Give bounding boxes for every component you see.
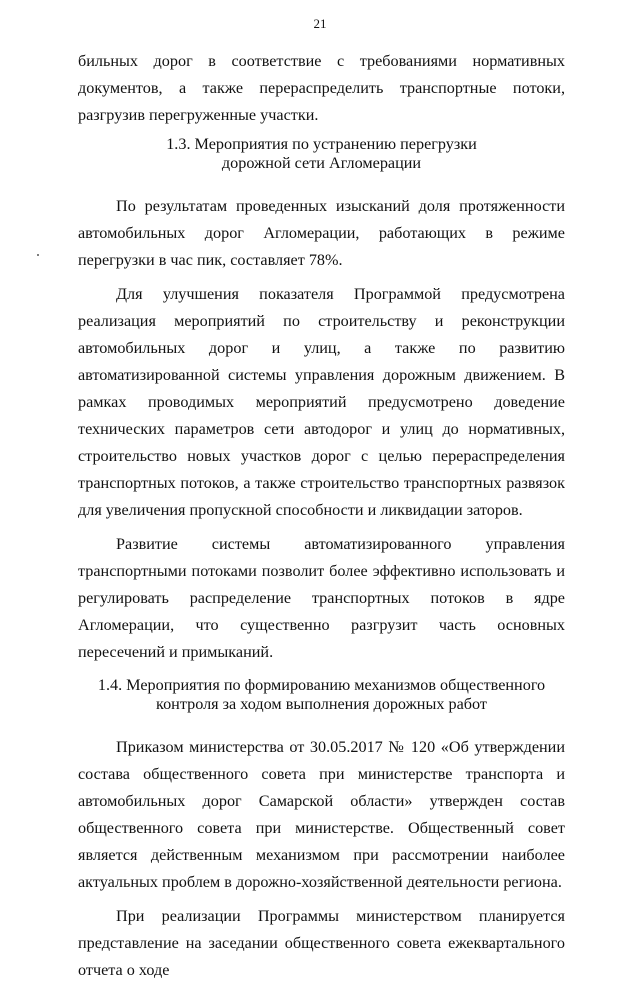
paragraph: Развитие системы автоматизированного управления транспортными потоками позволит более эффективно использовать и регулировать распределение транспортных потоков в ядре Агломерации, что существенно разгрузит часть основных пересечений и примыканий.: [78, 535, 565, 661]
section-heading-line: дорожной сети Агломерации: [221, 154, 422, 172]
paragraph-continuation: бильных дорог в соответствие с требованиями нормативных документов, а также перераспределить транспортные потоки, разгрузив перегруженные участки.: [78, 52, 565, 124]
section-heading-1-4: [78, 676, 565, 714]
paragraph: При реализации Программы министерством планируется представление на заседании общественного совета ежеквартального отчета о ходе: [78, 907, 565, 979]
scan-artifact-dot: [37, 254, 39, 256]
section-heading-line: 1.4. Мероприятия по формированию механизмов общественного: [97, 676, 546, 694]
paragraph: Для улучшения показателя Программой предусмотрена реализация мероприятий по строительству и реконструкции автомобильных дорог и улиц, а также по развитию автоматизированной системы управления дорожным движением. В рамках проводимых мероприятий предусмотрено доведение технических параметров сети автодорог и улиц до нормативных, строительство новых участков дорог с целью перераспределения транспортных потоков, а также строительство транспортных развязок для увеличения пропускной способности и ликвидации заторов.: [78, 285, 565, 519]
page-number: 21: [313, 16, 327, 31]
paragraph: По результатам проведенных изысканий доля протяженности автомобильных дорог Агломерации, работающих в режиме перегрузки в час пик, составляет 78%.: [78, 197, 565, 269]
section-heading-line: 1.3. Мероприятия по устранению перегрузки: [166, 135, 477, 153]
section-heading-line: контроля за ходом выполнения дорожных работ: [156, 695, 487, 713]
paragraph: Приказом министерства от 30.05.2017 № 120 «Об утверждении состава общественного совета при министерстве транспорта и автомобильных дорог Самарской области» утвержден состав общественного совета при министерстве. Общественный совет является действенным механизмом при рассмотрении наиболее актуальных проблем в дорожно-хозяйственной деятельности региона.: [78, 738, 565, 891]
page-body: [78, 48, 565, 984]
section-heading-1-3: [78, 135, 565, 173]
